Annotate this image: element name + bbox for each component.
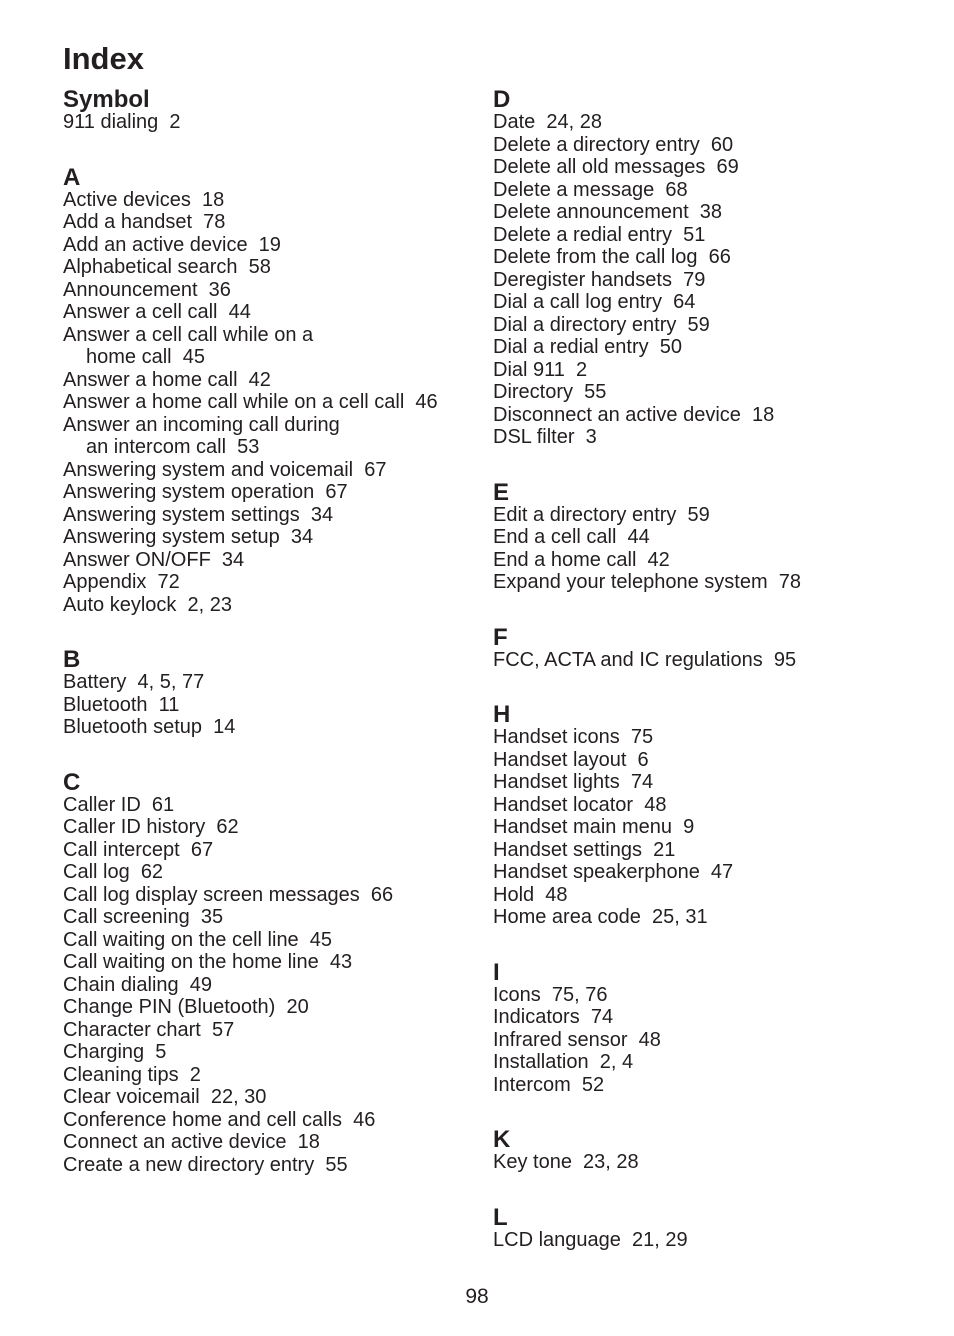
index-entry: Dial a redial entry 50 (493, 336, 682, 358)
index-entry: Dial a call log entry 64 (493, 291, 696, 313)
section-heading: D (493, 86, 511, 113)
index-entry: Bluetooth setup 14 (63, 716, 236, 738)
index-entry: Battery 4, 5, 77 (63, 671, 205, 693)
section-heading: C (63, 768, 81, 796)
index-entry: Answering system operation 67 (63, 481, 348, 503)
index-section-symbol (63, 86, 483, 134)
index-entry: Connect an active device 18 (63, 1131, 320, 1153)
index-column-right (493, 86, 933, 1281)
index-entry: FCC, ACTA and IC regulations 95 (493, 648, 797, 671)
index-entry: Call waiting on the cell line 45 (63, 928, 333, 951)
index-entry: Key tone 23, 28 (493, 1151, 639, 1173)
index-entry: Expand your telephone system 78 (493, 571, 801, 593)
index-entry: Announcement 36 (63, 278, 231, 301)
index-section-h (493, 701, 933, 929)
index-entry: Icons 75, 76 (493, 983, 608, 1006)
section-heading: L (493, 1203, 508, 1231)
index-entry: Delete a message 68 (493, 178, 688, 201)
section-heading: B (63, 646, 81, 673)
index-entry: Create a new directory entry 55 (63, 1153, 348, 1176)
index-entry: End a home call 42 (493, 548, 670, 571)
index-entry: Auto keylock 2, 23 (63, 593, 232, 616)
index-entry: Handset icons 75 (493, 726, 654, 748)
section-heading: E (493, 478, 510, 506)
index-entry: Handset speakerphone 47 (493, 861, 734, 883)
index-entry: Call waiting on the home line 43 (63, 951, 353, 973)
index-entry: Active devices 18 (63, 188, 225, 211)
index-entry: Change PIN (Bluetooth) 20 (63, 996, 309, 1018)
index-entry: Disconnect an active device 18 (493, 403, 775, 426)
index-entry: End a cell call 44 (493, 526, 650, 548)
index-section-c (63, 769, 483, 1177)
section-heading: H (493, 701, 511, 728)
index-entry: Hold 48 (493, 883, 568, 906)
page-number: 98 (465, 1285, 489, 1308)
page-title: Index (63, 41, 144, 76)
index-entry: 911 dialing 2 (63, 111, 181, 133)
index-entry: Answer a cell call while on a (63, 323, 314, 346)
index-entry: Handset layout 6 (493, 748, 649, 771)
index-entry: DSL filter 3 (493, 426, 597, 448)
index-section-f (493, 624, 933, 672)
index-entry: Caller ID 61 (63, 793, 175, 816)
index-section-e (493, 479, 933, 594)
index-section-l (493, 1204, 933, 1252)
index-entry: Answering system settings 34 (63, 503, 334, 526)
index-entry: Deregister handsets 79 (493, 268, 706, 291)
index-entry: home call 45 (86, 346, 205, 368)
index-entry: Charging 5 (63, 1041, 167, 1063)
index-entry: Delete a directory entry 60 (493, 133, 734, 156)
index-entry: Directory 55 (493, 381, 607, 403)
section-heading: I (493, 958, 500, 986)
index-entry: Caller ID history 62 (63, 816, 239, 838)
index-entry: Indicators 74 (493, 1006, 614, 1028)
section-heading: A (63, 163, 81, 191)
index-entry: Clear voicemail 22, 30 (63, 1086, 267, 1108)
index-entry: Intercom 52 (493, 1073, 605, 1096)
index-entry: Answer a cell call 44 (63, 301, 251, 323)
index-entry: Delete from the call log 66 (493, 246, 731, 268)
index-entry: Appendix 72 (63, 571, 180, 593)
index-entry: Infrared sensor 48 (493, 1028, 661, 1051)
index-entry: Handset settings 21 (493, 838, 676, 861)
index-entry: Alphabetical search 58 (63, 256, 271, 278)
index-entry: Cleaning tips 2 (63, 1063, 201, 1086)
index-entry: Answering system setup 34 (63, 526, 314, 548)
index-column-left (63, 86, 483, 1206)
index-entry: Answer an incoming call during (63, 413, 340, 436)
index-entry: an intercom call 53 (86, 436, 260, 458)
index-section-i (493, 959, 933, 1097)
index-entry: Chain dialing 49 (63, 973, 212, 996)
index-section-a (63, 164, 483, 617)
index-entry: Dial a directory entry 59 (493, 313, 710, 336)
index-entry: Bluetooth 11 (63, 693, 180, 716)
index-section-k (493, 1126, 933, 1174)
index-entry: Call screening 35 (63, 906, 224, 928)
index-entry: Answer a home call 42 (63, 368, 271, 391)
index-entry: Edit a directory entry 59 (493, 503, 710, 526)
index-entry: Handset lights 74 (493, 771, 654, 793)
index-entry: Delete a redial entry 51 (493, 223, 706, 246)
section-heading: K (493, 1126, 511, 1153)
index-entry: LCD language 21, 29 (493, 1228, 688, 1251)
index-entry: Handset main menu 9 (493, 816, 695, 838)
index-entry: Answer ON/OFF 34 (63, 548, 245, 571)
index-entry: Installation 2, 4 (493, 1051, 634, 1073)
index-entry: Answering system and voicemail 67 (63, 458, 387, 481)
index-section-b (63, 646, 483, 739)
index-entry: Delete announcement 38 (493, 201, 723, 223)
index-entry: Character chart 57 (63, 1018, 235, 1041)
section-heading: F (493, 623, 508, 651)
index-entry: Handset locator 48 (493, 793, 667, 816)
section-heading: Symbol (63, 86, 150, 113)
index-entry: Date 24, 28 (493, 111, 602, 133)
index-entry: Conference home and cell calls 46 (63, 1108, 376, 1131)
index-entry: Call log display screen messages 66 (63, 883, 394, 906)
index-entry: Call log 62 (63, 861, 164, 883)
index-entry: Home area code 25, 31 (493, 906, 708, 928)
index-section-d (493, 86, 933, 449)
index-entry: Delete all old messages 69 (493, 156, 739, 178)
index-entry: Dial 911 2 (493, 358, 588, 381)
index-entry: Add an active device 19 (63, 233, 281, 256)
index-entry: Add a handset 78 (63, 211, 226, 233)
index-entry: Answer a home call while on a cell call 46 (63, 391, 438, 413)
index-entry: Call intercept 67 (63, 838, 214, 861)
